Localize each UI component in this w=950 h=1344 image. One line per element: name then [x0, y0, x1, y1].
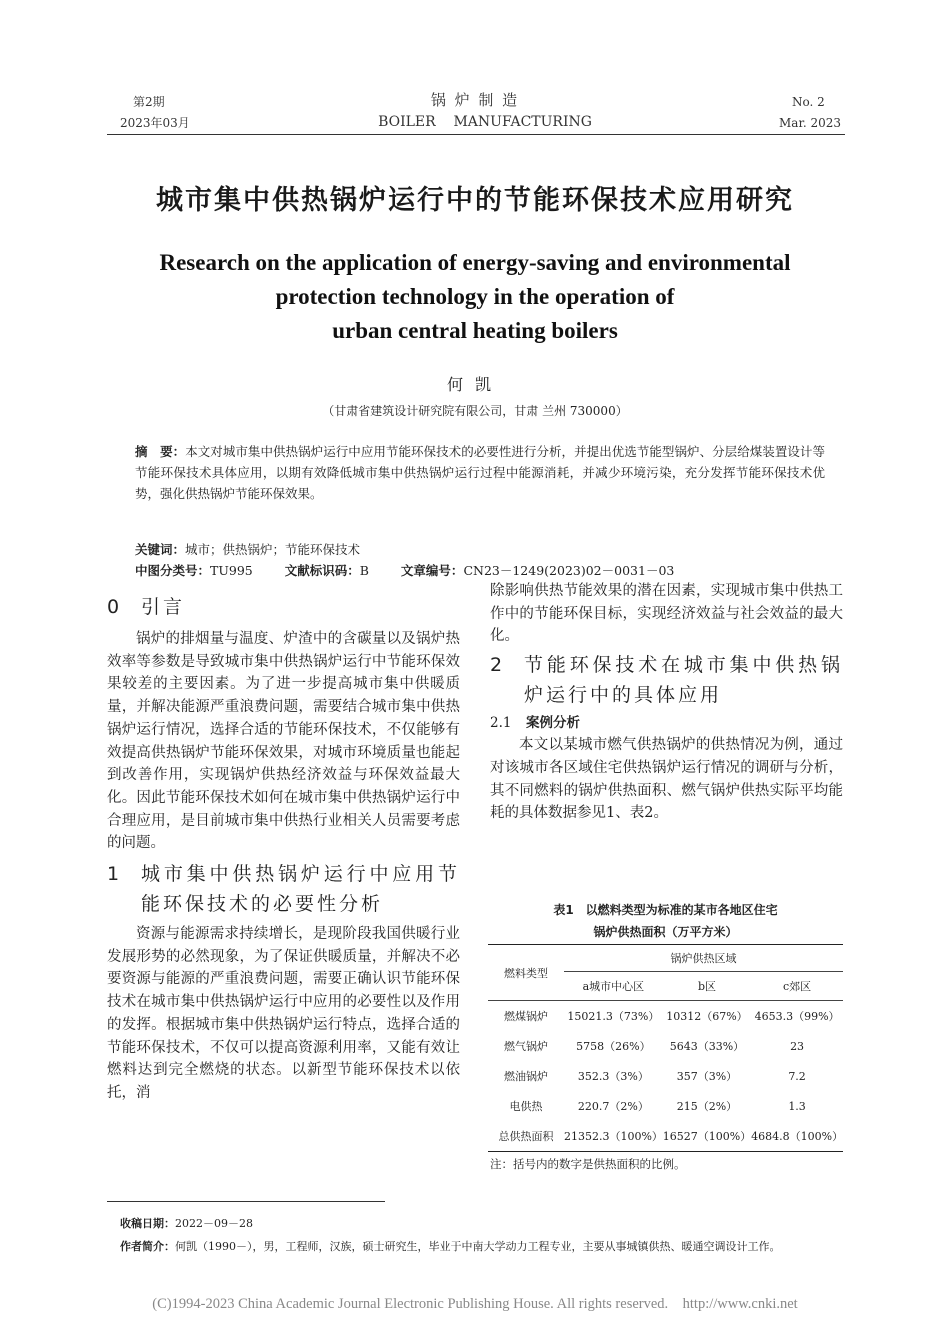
cell-fuel: 总供热面积: [488, 1121, 564, 1152]
cell-c: 23: [790, 1039, 805, 1053]
caption-line: 表1 以燃料类型为标准的某市各地区住宅: [553, 903, 778, 917]
cell-b: 5643（33%）: [669, 1040, 745, 1053]
keywords-text: 城市；供热锅炉；节能环保技术: [185, 542, 361, 557]
cell-fuel: 燃油锅炉: [504, 1070, 548, 1083]
section-2-heading: [490, 650, 843, 710]
cell-c: 1.3: [788, 1099, 806, 1113]
affiliation: （甘肃省建筑设计研究院有限公司，甘肃 兰州 730000）: [322, 404, 628, 418]
classification: [135, 560, 674, 581]
col-header-a: a城市中心区: [564, 972, 663, 1001]
cell-fuel: 燃气锅炉: [504, 1040, 548, 1053]
article-number-value: CN23－1249(2023)02－0031－03: [463, 563, 675, 578]
cell-a: 352.3（3%）: [577, 1070, 649, 1083]
col-header-c: c郊区: [751, 972, 843, 1001]
col-header-fuel: 燃料类型: [488, 945, 564, 1001]
abstract-text: 本文对城市集中供热锅炉运行中应用节能环保技术的必要性进行分析，并提出优选节能型锅炉、分层给煤装置设计等节能环保技术具体应用，以期有效降低城市集中供热锅炉运行过程中能源消耗，并减少环境污染，充分发挥节能环保技术优势，强化供热锅炉节能环保效果。: [135, 444, 825, 501]
section-number: 2: [490, 654, 503, 677]
section-1-heading: [107, 859, 460, 919]
title-en-line: Research on the application of energy-saving and environmental: [159, 250, 791, 275]
table-1: [488, 944, 843, 1152]
table-row: [488, 1091, 843, 1121]
continued-paragraph: 除影响供热节能效果的潜在因素，实现城市集中供热工作中的节能环保目标，实现经济效益与社会效益的最大化。: [490, 583, 843, 645]
bio-text: 何凯（1990－），男，工程师，汉族，硕士研究生，毕业于中南大学动力工程专业，主要从事城镇供热、暖通空调设计工作。: [175, 1240, 781, 1253]
table-1-note: 注：括号内的数字是供热面积的比例。: [490, 1157, 686, 1171]
section-title: 引言: [141, 596, 186, 618]
cell-fuel: 电供热: [509, 1100, 543, 1113]
section-title: 城市集中供热锅炉运行中应用节能环保技术的必要性分析: [141, 863, 460, 916]
clc-value: TU995: [210, 563, 253, 578]
table-1-caption: [488, 899, 843, 943]
bio-label: 作者简介：: [120, 1240, 175, 1253]
table-row: [488, 1031, 843, 1061]
subsection-title: 案例分析: [526, 715, 580, 732]
cell-c: 4653.3（99%）: [754, 1010, 840, 1023]
cell-c: 4684.8（100%）: [751, 1121, 843, 1152]
header-date-cn: 2023年03月: [120, 116, 190, 130]
header-issue-cn: 第2期: [133, 95, 165, 109]
left-column: [107, 592, 460, 1105]
author: 何凯: [446, 375, 503, 394]
cell-a: 220.7（2%）: [577, 1100, 649, 1113]
doc-code-value: B: [359, 563, 369, 578]
received-label: 收稿日期：: [120, 1217, 175, 1230]
journal-title-cn: 锅 炉 制 造: [430, 91, 520, 109]
table-row: [488, 1001, 843, 1032]
cell-fuel: 燃煤锅炉: [504, 1010, 548, 1023]
paper-title-en: [0, 246, 950, 348]
keywords-label: 关键词：: [135, 542, 186, 557]
title-en-line: urban central heating boilers: [332, 318, 618, 343]
abstract-label: 摘 要：: [135, 444, 186, 459]
cell-b: 16527（100%）: [663, 1121, 751, 1152]
doc-code-label: 文献标识码：: [284, 563, 360, 578]
col-header-group: 锅炉供热区域: [564, 945, 843, 972]
subsection-number: 2.1: [490, 715, 512, 732]
subsection-2-1-paragraph: 本文以某城市燃气供热锅炉的供热情况为例，通过对该城市各区域住宅供热锅炉运行情况的调研与分析，其不同燃料的锅炉供热面积、燃气锅炉供热实际平均能耗的具体数据参见1、表2。: [490, 737, 843, 822]
title-en-line: protection technology in the operation of: [275, 284, 675, 309]
header-date-en: Mar. 2023: [779, 116, 842, 130]
copyright-notice: (C)1994-2023 China Academic Journal Electronic Publishing House. All rights reserved. http://www.cnki.net: [152, 1296, 798, 1312]
cell-c: 7.2: [788, 1069, 806, 1083]
paper-title-cn: 城市集中供热锅炉运行中的节能环保技术应用研究: [156, 185, 794, 216]
abstract: [135, 441, 825, 504]
subsection-2-1-heading: [490, 712, 843, 734]
footnote-received: [120, 1214, 253, 1234]
keywords-and-classification: [135, 539, 674, 581]
col-header-b: b区: [663, 972, 751, 1001]
received-date: 2022－09－28: [175, 1217, 253, 1230]
section-1-paragraph: 资源与能源需求持续增长，是现阶段我国供暖行业发展形势的必然现象，为了保证供暖质量，并解决不必要资源与能源的严重浪费问题，需要正确认识节能环保技术在城市集中供热锅炉运行中应用的必要性以及作用的发挥。根据城市集中供热锅炉运行特点，选择合适的节能环保技术，不仅可以提高资源利用率，又能有效让燃料达到完全燃烧的状态。以新型节能环保技术以依托，消: [107, 926, 460, 1101]
section-number: 1: [107, 863, 120, 886]
cell-b: 357（3%）: [676, 1070, 738, 1083]
cell-a: 21352.3（100%）: [564, 1121, 663, 1152]
table-row: [488, 1121, 843, 1152]
cell-b: 10312（67%）: [666, 1010, 748, 1023]
cell-b: 215（2%）: [676, 1100, 738, 1113]
section-number: 0: [107, 596, 120, 618]
section-0-heading: [107, 592, 460, 622]
keywords: [135, 539, 674, 560]
article-number-label: 文章编号：: [400, 563, 464, 578]
cell-a: 15021.3（73%）: [567, 1010, 660, 1023]
header-issue-en: No. 2: [792, 95, 825, 109]
footnote-author-bio: [120, 1237, 900, 1257]
cell-a: 5758（26%）: [576, 1040, 651, 1053]
right-column: [490, 580, 843, 825]
clc-label: 中图分类号：: [135, 563, 211, 578]
table-row: [488, 1061, 843, 1091]
caption-line: 锅炉供热面积（万平方米）: [593, 925, 738, 939]
section-title: 节能环保技术在城市集中供热锅炉运行中的具体应用: [524, 654, 843, 707]
footnote-rule: [107, 1201, 385, 1202]
table-header-row: [488, 945, 843, 972]
header-rule: [107, 134, 845, 135]
section-0-paragraph: 锅炉的排烟量与温度、炉渣中的含碳量以及锅炉热效率等参数是导致城市集中供热锅炉运行中节能环保效果较差的主要因素。为了进一步提高城市集中供暖质量，并解决能源严重浪费问题，需要结合城市集中供热锅炉运行情况，选择合适的节能环保技术，不仅能够有效提高供热锅炉节能环保效果，对城市环境质量也能起到改善作用，实现锅炉供热经济效益与环保效益最大化。因此节能环保技术如何在城市集中供热锅炉运行中合理应用，是目前城市集中供热行业相关人员需要考虑的问题。: [107, 631, 460, 852]
journal-title-en: BOILER MANUFACTURING: [378, 114, 592, 130]
